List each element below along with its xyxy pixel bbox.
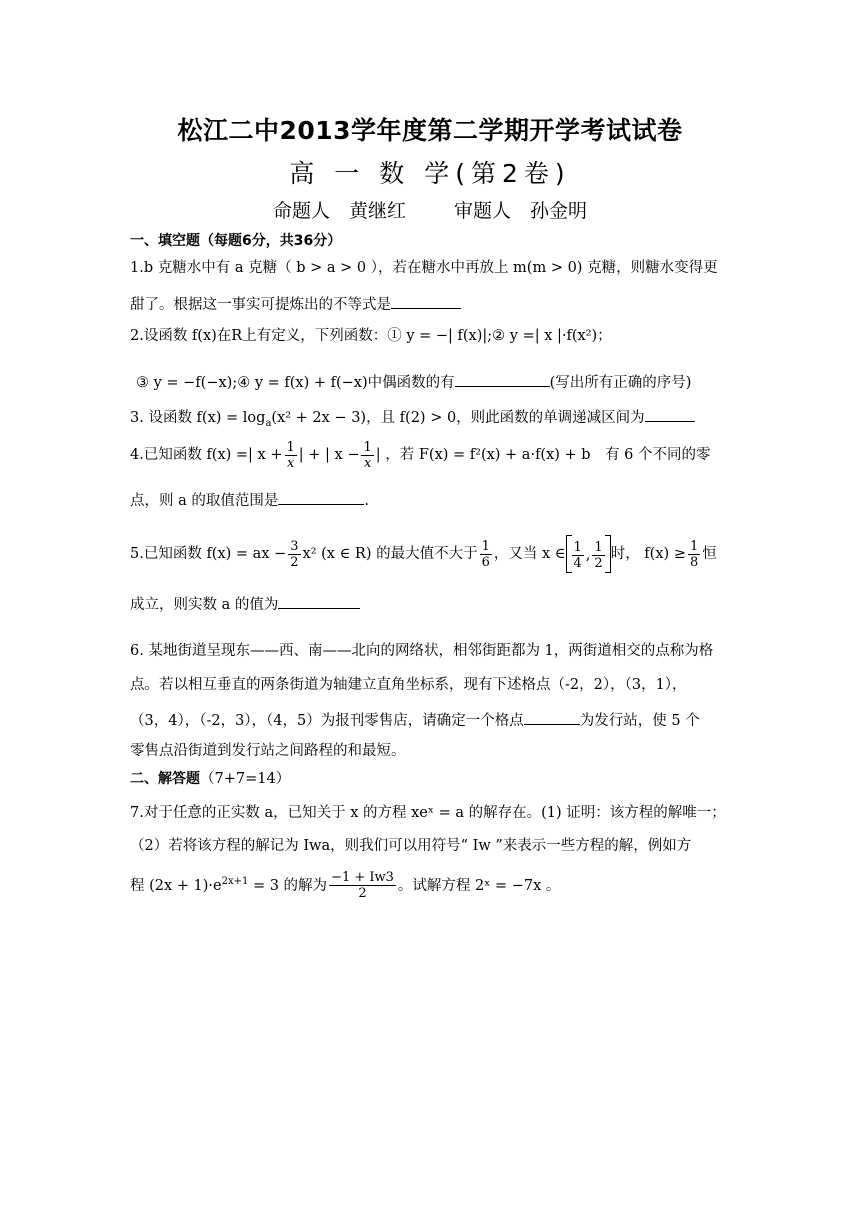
question-4-middle: | + | x − — [298, 447, 360, 463]
exam-title: 松江二中2013学年度第二学期开学考试试卷 — [177, 116, 683, 145]
question-1-line-2 — [130, 292, 730, 315]
question-2-prompt: 中偶函数的有 — [367, 375, 455, 391]
section2-score: （7+7=14） — [200, 771, 291, 787]
fraction-denominator: x — [286, 455, 295, 471]
fraction-denominator: 2 — [594, 555, 603, 571]
exponent-2x-plus-1: 2x+1 — [221, 876, 249, 887]
section1-heading: 一、填空题（每题6分，共36分） — [130, 233, 342, 249]
fraction-1-over-x-b — [361, 440, 373, 471]
question-1-prompt: 甜了。根据这一事实可提炼出的不等式是 — [130, 297, 391, 313]
question-5-mid3: 时， f(x) ≥ — [610, 546, 686, 562]
question-7-prefix: 程 (2x + 1)·e — [130, 877, 222, 894]
interval-bracket: $\frac{1}{4}$ , $\frac{1}{2}$ — [566, 535, 611, 573]
question-4-line-2 — [130, 488, 730, 511]
question-4-after: | ，若 F(x) = f²(x) + a·f(x) + b 有 6 个不同的零 — [375, 447, 711, 463]
question-5-end: 恒 — [702, 546, 717, 562]
question-3-line — [130, 405, 730, 434]
fraction-numerator: −1 + Iw3 — [331, 870, 394, 886]
fraction-numerator: 1 — [481, 538, 490, 554]
fraction-1-over-6 — [480, 539, 492, 570]
question-6-line-3 — [130, 708, 730, 731]
fraction-numerator: 3 — [290, 538, 299, 554]
authors-line — [0, 196, 860, 223]
fraction-3-over-2 — [288, 539, 300, 570]
question-2-line-1: 2.设函数 f(x)在R上有定义，下列函数：① y = −| f(x)|;② y =| x |·f(x²)； — [130, 328, 612, 344]
question-5-line-1 — [130, 534, 730, 574]
fraction-solution — [329, 870, 396, 901]
fraction-numerator: 1 — [286, 439, 295, 455]
question-7-end: 。试解方程 2ˣ = −7x 。 — [397, 877, 561, 894]
question-6-text-a: （3，4），（-2，3），（4，5）为报刊零售店，请确定一个格点 — [130, 713, 524, 729]
fraction-numerator: 1 — [573, 539, 582, 555]
question-3-text-a: 3. 设函数 f(x) = log — [130, 410, 266, 426]
question-7-mid: = 3 的解为 — [248, 877, 328, 894]
fraction-denominator: 4 — [573, 555, 582, 571]
question-6-line-2: 点。若以相互垂直的两条街道为轴建立直角坐标系，现有下述格点（-2，2），（3，1）， — [130, 677, 687, 693]
section2-heading-line — [130, 769, 730, 789]
question-5-prefix: 5.已知函数 f(x) = ax − — [130, 546, 287, 562]
answer-blank-2[interactable] — [455, 370, 550, 387]
question-7-line-1: 7.对于任意的正实数 a，已知关于 x 的方程 xeˣ = a 的解存在。(1) 证明：该方程的解唯一； — [130, 805, 726, 821]
answer-blank-6[interactable] — [524, 708, 580, 725]
fraction-1-over-2 — [592, 540, 604, 571]
fraction-1-over-8 — [688, 539, 700, 570]
question-2-line-2 — [130, 370, 730, 393]
fraction-1-over-4 — [572, 540, 584, 571]
fraction-denominator: x — [363, 455, 372, 471]
question-2-options: ③ y = −f(−x);④ y = f(x) + f(−x) — [136, 375, 368, 391]
setter-name: 命题人 黄继红 — [272, 200, 406, 222]
answer-blank-3[interactable] — [645, 405, 695, 422]
fraction-1-over-x-a — [285, 440, 297, 471]
fraction-numerator: 1 — [594, 539, 603, 555]
question-6-line-1: 6. 某地街道呈现东——西、南——北向的网络状，相邻街距都为 1，两街道相交的点称为格 — [130, 643, 714, 659]
question-1-line-1: 1.b 克糖水中有 a 克糖（ b > a > 0 ），若在糖水中再放上 m(m > 0) 克糖，则糖水变得更 — [130, 260, 718, 276]
question-6-line-4: 零售点沿街道到发行站之间路程的和最短。 — [130, 743, 406, 759]
fraction-denominator: 6 — [481, 554, 490, 570]
question-5-mid1: x² (x ∈ R) 的最大值不大于 — [302, 546, 478, 562]
question-7-line-2: （2）若将该方程的解记为 Iwa，则我们可以用符号“ Iw ”来表示一些方程的解，例如方 — [130, 838, 692, 854]
question-4-prefix: 4.已知函数 f(x) =| x + — [130, 447, 283, 463]
question-6-text-b: 为发行站，使 5 个 — [579, 713, 700, 729]
question-4-prompt: 点，则 a 的取值范围是 — [130, 493, 279, 509]
section2-heading: 二、解答题 — [130, 771, 200, 787]
question-4-period: . — [364, 493, 369, 509]
fraction-numerator: 1 — [363, 439, 372, 455]
answer-blank-4[interactable] — [278, 488, 364, 505]
question-7-line-3 — [130, 862, 730, 906]
question-2-hint: (写出所有正确的序号) — [549, 375, 692, 391]
fraction-denominator: 2 — [358, 886, 367, 902]
reviewer-name: 审题人 孙金明 — [454, 200, 588, 222]
fraction-denominator: 2 — [290, 554, 299, 570]
question-4-line-1 — [130, 436, 730, 474]
question-5-mid2: ，又当 x ∈ — [493, 546, 566, 562]
fraction-denominator: 8 — [689, 554, 699, 570]
answer-blank-5[interactable] — [278, 592, 360, 609]
question-5-prompt: 成立，则实数 a 的值为 — [130, 597, 279, 613]
question-3-text-b: (x² + 2x − 3)，且 f(2) > 0，则此函数的单调递减区间为 — [271, 410, 645, 426]
exam-subtitle: 高 一 数 学(第2卷) — [289, 159, 571, 188]
question-5-line-2 — [130, 592, 730, 615]
answer-blank-1[interactable] — [391, 292, 461, 309]
fraction-numerator: 1 — [689, 538, 699, 554]
log-base: a — [265, 417, 272, 429]
